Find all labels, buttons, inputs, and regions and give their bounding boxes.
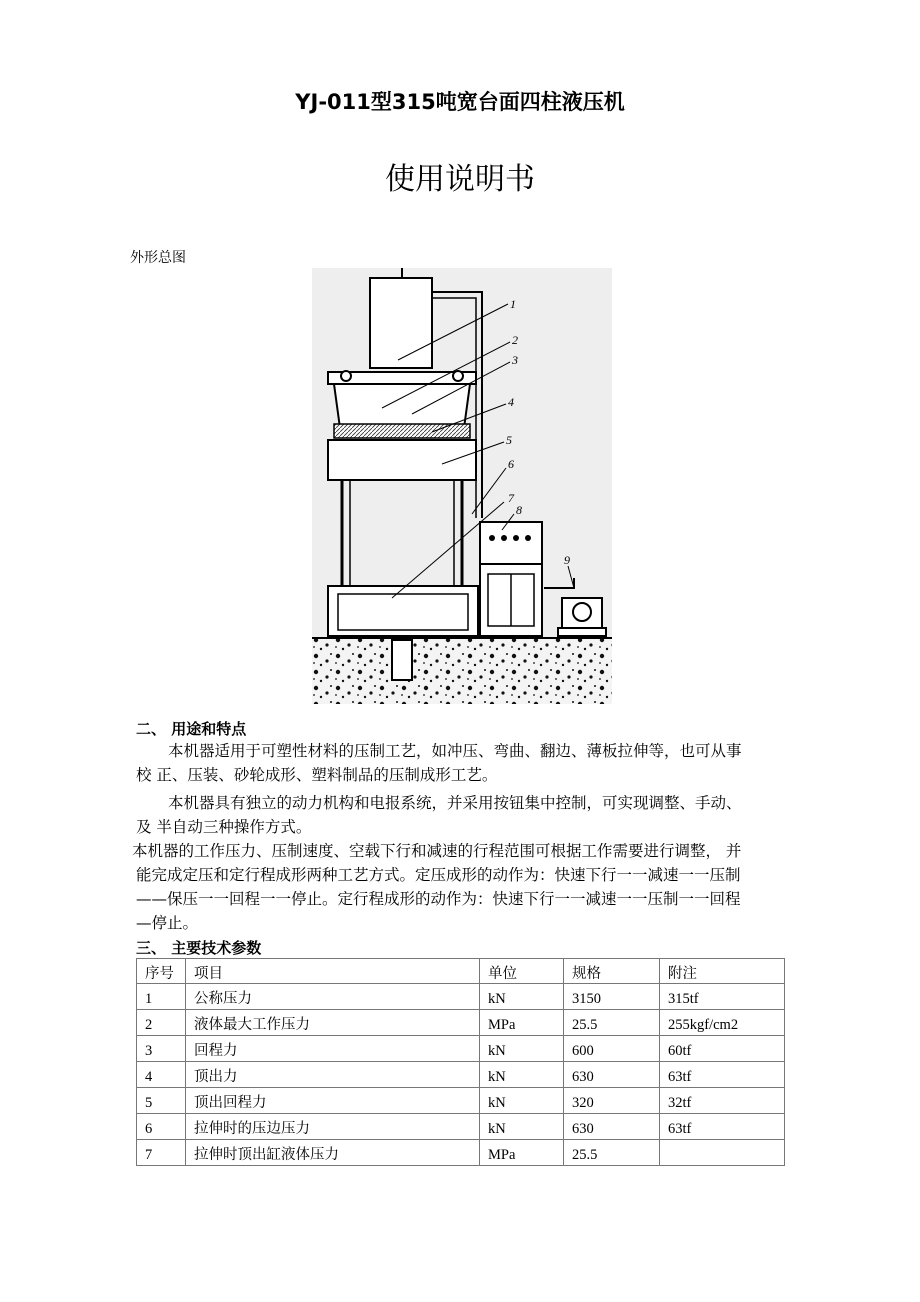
table-row [137, 984, 785, 1010]
cell-note: 32tf [660, 1088, 785, 1114]
section-2-para-3-line-4: —停止。 [136, 914, 199, 932]
cell-note [660, 1140, 785, 1166]
table-row [137, 1114, 785, 1140]
col-header-item: 项目 [186, 959, 480, 984]
cell-unit: kN [480, 1114, 564, 1140]
cell-item: 液体最大工作压力 [186, 1010, 480, 1036]
cell-spec: 25.5 [564, 1010, 660, 1036]
cell-index: 6 [137, 1114, 186, 1140]
col-header-note: 附注 [660, 959, 785, 984]
cell-index: 2 [137, 1010, 186, 1036]
cell-unit: MPa [480, 1010, 564, 1036]
callout-5: 5 [506, 433, 512, 447]
col-header-index: 序号 [137, 959, 186, 984]
cell-note: 60tf [660, 1036, 785, 1062]
cell-spec: 3150 [564, 984, 660, 1010]
cell-note: 63tf [660, 1114, 785, 1140]
cell-unit: kN [480, 1088, 564, 1114]
cell-index: 3 [137, 1036, 186, 1062]
cell-item: 顶出回程力 [186, 1088, 480, 1114]
callout-6: 6 [508, 457, 514, 471]
callout-2: 2 [512, 333, 518, 347]
callout-7: 7 [508, 491, 514, 505]
callout-4: 4 [508, 395, 514, 409]
cell-note: 255kgf/cm2 [660, 1010, 785, 1036]
cell-unit: MPa [480, 1140, 564, 1166]
table-row [137, 1140, 785, 1166]
section-2-para-1-line-1: 本机器适用于可塑性材料的压制工艺，如冲压、弯曲、翻边、薄板拉伸等，也可从事 [168, 742, 742, 760]
press-machine-diagram [312, 268, 612, 704]
cell-spec: 320 [564, 1088, 660, 1114]
cell-spec: 630 [564, 1062, 660, 1088]
callout-3: 3 [512, 353, 518, 367]
section-3-heading: 三、 主要技术参数 [136, 939, 262, 957]
cell-index: 1 [137, 984, 186, 1010]
table-row [137, 1010, 785, 1036]
cell-item: 顶出力 [186, 1062, 480, 1088]
section-2-heading: 二、 用途和特点 [136, 720, 247, 738]
table-header-row [137, 959, 785, 984]
cell-spec: 25.5 [564, 1140, 660, 1166]
cell-note: 63tf [660, 1062, 785, 1088]
document-subtitle: 使用说明书 [385, 162, 535, 197]
cell-unit: kN [480, 1036, 564, 1062]
col-header-spec: 规格 [564, 959, 660, 984]
section-2-para-2-line-2: 及 半自动三种操作方式。 [136, 818, 312, 836]
cell-spec: 600 [564, 1036, 660, 1062]
section-2-para-3-line-1: 本机器的工作压力、压制速度、空载下行和减速的行程范围可根据工作需要进行调整， 并 [132, 842, 742, 860]
cell-item: 公称压力 [186, 984, 480, 1010]
cell-index: 4 [137, 1062, 186, 1088]
cell-item: 回程力 [186, 1036, 480, 1062]
table-row [137, 1062, 785, 1088]
section-2-para-2-line-1: 本机器具有独立的动力机构和电报系统，并采用按钮集中控制，可实现调整、手动、 [168, 794, 742, 812]
section-2-para-3-line-2: 能完成定压和定行程成形两种工艺方式。定压成形的动作为：快速下行一一减速一一压制 [136, 866, 741, 884]
cell-item: 拉伸时顶出缸液体压力 [186, 1140, 480, 1166]
cell-unit: kN [480, 1062, 564, 1088]
cell-spec: 630 [564, 1114, 660, 1140]
cell-item: 拉伸时的压边压力 [186, 1114, 480, 1140]
cell-index: 5 [137, 1088, 186, 1114]
cell-index: 7 [137, 1140, 186, 1166]
section-2-para-1-line-2: 校 正、压装、砂轮成形、塑料制品的压制成形工艺。 [136, 766, 498, 784]
cell-unit: kN [480, 984, 564, 1010]
section-2-para-3-line-3: ——保压一一回程一一停止。定行程成形的动作为：快速下行一一减速一一压制一一回程 [136, 890, 741, 908]
table-row [137, 1088, 785, 1114]
cell-note: 315tf [660, 984, 785, 1010]
callout-9: 9 [564, 553, 570, 567]
table-row [137, 1036, 785, 1062]
specs-table [136, 958, 785, 1166]
callout-8: 8 [516, 503, 522, 517]
col-header-unit: 单位 [480, 959, 564, 984]
figure-label: 外形总图 [130, 250, 186, 266]
document-title: YJ-011型315吨宽台面四柱液压机 [295, 90, 625, 114]
callout-1: 1 [510, 297, 516, 311]
